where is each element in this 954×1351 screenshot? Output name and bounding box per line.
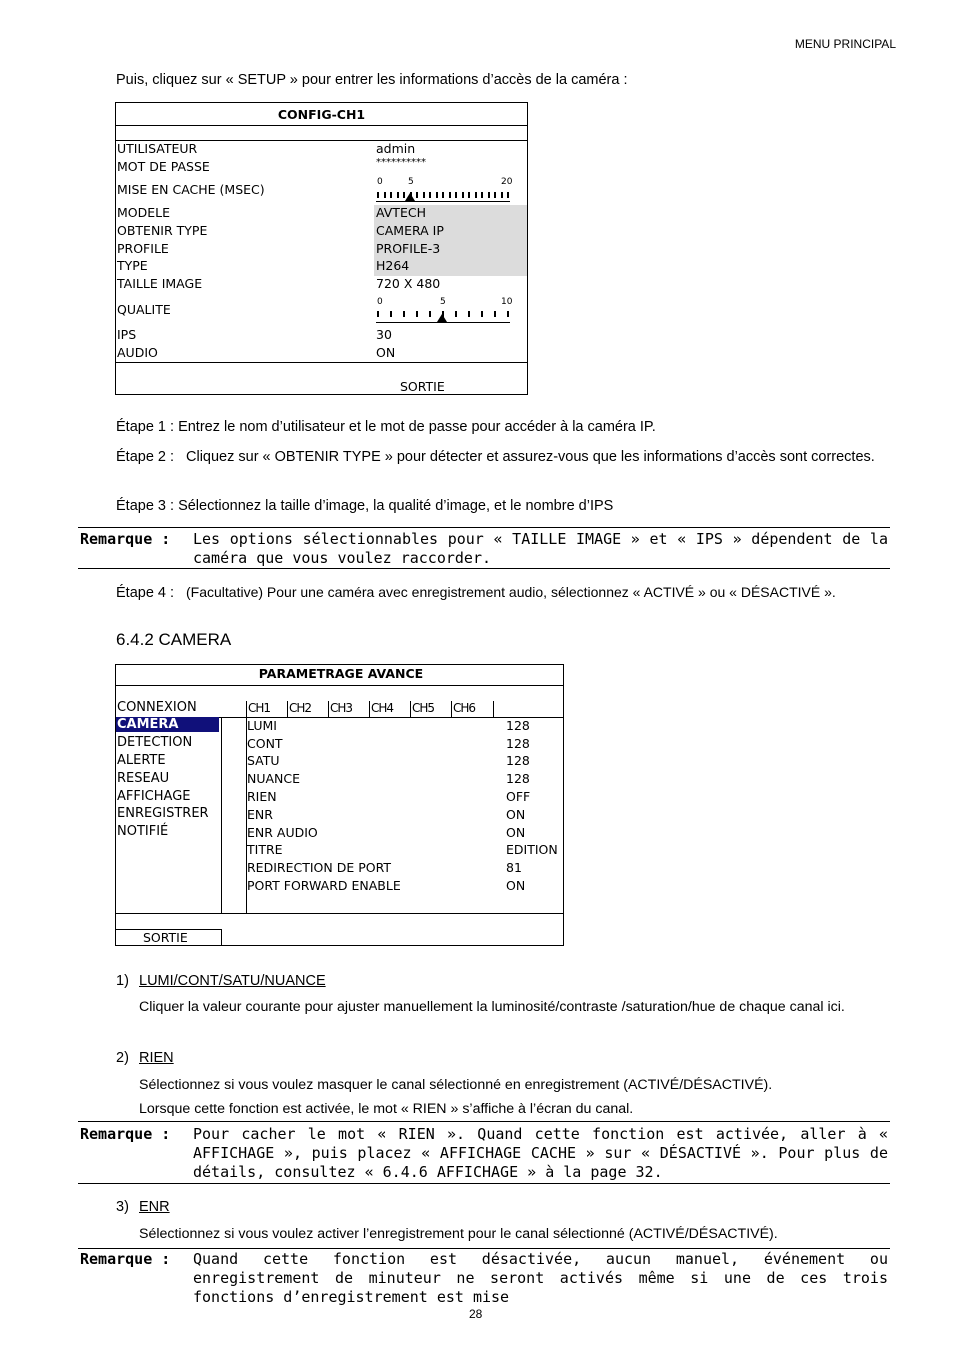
menu-reseau[interactable]: RESEAU [117, 771, 170, 786]
quality-slider-marker[interactable] [437, 314, 447, 322]
config-panel [115, 102, 528, 395]
note-box-2 [78, 1121, 890, 1184]
setting-value-satu[interactable]: 128 [506, 753, 530, 768]
setting-label-titre: TITRE [247, 842, 283, 857]
quality-slider-max: 10 [501, 297, 513, 307]
field-value-taille-image[interactable]: 720 X 480 [376, 276, 441, 291]
setting-value-port-forward[interactable]: ON [506, 878, 526, 893]
item-1-number: 1) [116, 973, 129, 989]
field-value-mot-de-passe[interactable]: ********** [376, 157, 426, 168]
note-box-3 [78, 1248, 890, 1306]
field-label-utilisateur: UTILISATEUR [117, 141, 198, 156]
setting-value-redirection-port[interactable]: 81 [506, 860, 522, 875]
slider-tick [507, 192, 509, 198]
slider-tick [442, 192, 444, 198]
setting-label-port-forward: PORT FORWARD ENABLE [247, 878, 401, 893]
setting-value-enr[interactable]: ON [506, 807, 526, 822]
cache-slider-mid: 5 [408, 177, 414, 187]
tab-ch5[interactable]: CH5 [410, 701, 452, 718]
field-label-cache: MISE EN CACHE (MSEC) [117, 182, 265, 197]
slider-tick [455, 192, 457, 198]
item-1-title: LUMI/CONT/SATU/NUANCE [139, 973, 326, 989]
slider-tick [494, 192, 496, 198]
tab-ch3[interactable]: CH3 [328, 701, 370, 718]
tab-ch2[interactable]: CH2 [287, 701, 329, 718]
slider-tick [481, 311, 483, 317]
cache-slider-min: 0 [377, 177, 383, 187]
note-2-text: Pour cacher le mot « RIEN ». Quand cette fonction est activée, aller à « AFFICHAGE », puis placez « AFFICHAGE CACHE » sur « DÉSACTIVÉ ». Pour plus de détails, consultez « 6.4.6 AFFICHAGE » à la page 32. [193, 1125, 888, 1181]
setting-value-titre[interactable]: EDITION [506, 842, 558, 857]
advanced-exit-button[interactable]: SORTIE [143, 930, 188, 945]
step-2-text: Cliquez sur « OBTENIR TYPE » pour détecter et assurez-vous que les informations d’accès sont correctes. [186, 449, 875, 465]
setting-label-enr: ENR [247, 807, 273, 822]
setting-label-cont: CONT [247, 736, 283, 751]
slider-tick [507, 311, 509, 317]
field-label-mot-de-passe: MOT DE PASSE [117, 159, 210, 174]
field-label-type: TYPE [117, 258, 148, 273]
note-label: Remarque : [80, 530, 171, 548]
field-value-profile: PROFILE-3 [376, 241, 441, 256]
item-2-number: 2) [116, 1050, 129, 1066]
item-2-text-1: Sélectionnez si vous voulez masquer le canal sélectionné en enregistrement (ACTIVÉ/DÉSACTIVÉ). [139, 1077, 773, 1093]
field-value-ips[interactable]: 30 [376, 327, 392, 342]
slider-tick [423, 192, 425, 198]
slider-tick [468, 192, 470, 198]
field-label-modele: MODELE [117, 205, 171, 220]
setting-label-redirection-port: REDIRECTION DE PORT [247, 860, 391, 875]
field-label-obtenir-type: OBTENIR TYPE [117, 223, 208, 238]
slider-tick [436, 192, 438, 198]
field-value-type: H264 [376, 258, 410, 273]
field-label-qualite: QUALITE [117, 302, 171, 317]
cache-slider-marker[interactable] [405, 193, 415, 201]
note-3-text: Quand cette fonction est désactivée, aucun manuel, événement ou enregistrement de minuteur ne seront activés même si une de ces trois fonctions d’enregistrement est mise [193, 1250, 888, 1306]
slider-tick [403, 311, 405, 317]
slider-tick [384, 192, 386, 198]
slider-tick [390, 192, 392, 198]
page-number: 28 [469, 1307, 483, 1321]
field-value-modele: AVTECH [376, 205, 426, 220]
note-box-1 [78, 527, 890, 569]
step-2-label: Étape 2 : [116, 449, 175, 465]
slider-tick [468, 311, 470, 317]
slider-tick [416, 192, 418, 198]
field-label-ips: IPS [117, 327, 137, 342]
slider-tick [455, 311, 457, 317]
setting-value-enr-audio[interactable]: ON [506, 825, 526, 840]
section-title: 6.4.2 CAMERA [116, 630, 232, 649]
slider-tick [416, 311, 418, 317]
advanced-title: PARAMETRAGE AVANCE [258, 666, 424, 681]
tab-ch6[interactable]: CH6 [451, 701, 494, 718]
slider-tick [377, 311, 379, 317]
advanced-panel [115, 664, 564, 946]
channel-tabs [246, 701, 495, 718]
note-label: Remarque : [80, 1125, 171, 1143]
field-value-audio[interactable]: ON [376, 345, 396, 360]
slider-tick [488, 192, 490, 198]
item-3-title: ENR [139, 1199, 170, 1215]
slider-tick [390, 311, 392, 317]
field-label-taille-image: TAILLE IMAGE [117, 276, 203, 291]
slider-tick [475, 192, 477, 198]
slider-tick [377, 192, 379, 198]
config-title: CONFIG-CH1 [277, 107, 366, 122]
setting-label-nuance: NUANCE [247, 771, 301, 786]
item-2-title: RIEN [139, 1050, 174, 1066]
menu-affichage[interactable]: AFFICHAGE [117, 789, 191, 804]
step-4-text: (Facultative) Pour une caméra avec enregistrement audio, sélectionnez « ACTIVÉ » ou « DÉSACTIVÉ ». [186, 584, 836, 600]
setting-value-rien[interactable]: OFF [506, 789, 531, 804]
setting-value-nuance[interactable]: 128 [506, 771, 530, 786]
setting-value-lumi[interactable]: 128 [506, 718, 530, 733]
slider-tick [397, 192, 399, 198]
setting-value-cont[interactable]: 128 [506, 736, 530, 751]
menu-enregistrer[interactable]: ENREGISTRER [117, 806, 209, 821]
menu-alerte[interactable]: ALERTE [117, 753, 166, 768]
quality-slider-mid: 5 [440, 297, 446, 307]
menu-camera[interactable]: CAMERA [116, 717, 219, 732]
field-label-audio: AUDIO [117, 345, 158, 360]
setting-label-satu: SATU [247, 753, 280, 768]
setting-label-rien: RIEN [247, 789, 277, 804]
field-value-utilisateur[interactable]: admin [376, 141, 416, 156]
slider-tick [462, 192, 464, 198]
intro-text: Puis, cliquez sur « SETUP » pour entrer les informations d’accès de la caméra : [116, 72, 628, 88]
quality-slider-min: 0 [377, 297, 383, 307]
note-label: Remarque : [80, 1250, 171, 1268]
obtenir-type-button[interactable]: CAMERA IP [376, 223, 444, 238]
config-exit-button[interactable]: SORTIE [400, 379, 445, 394]
item-3-text: Sélectionnez si vous voulez activer l’enregistrement pour le canal sélectionné (ACTIVÉ/DÉSACTIVÉ). [139, 1226, 778, 1242]
cache-slider[interactable] [376, 177, 511, 205]
slider-tick [429, 311, 431, 317]
page-header: MENU PRINCIPAL [794, 37, 896, 51]
setting-label-enr-audio: ENR AUDIO [247, 825, 318, 840]
note-1-text: Les options sélectionnables pour « TAILLE IMAGE » et « IPS » dépendent de la caméra que vous voulez raccorder. [193, 530, 888, 567]
tab-ch4[interactable]: CH4 [369, 701, 411, 718]
menu-detection[interactable]: DETECTION [117, 735, 193, 750]
slider-tick [429, 192, 431, 198]
item-3-number: 3) [116, 1199, 129, 1215]
item-2-text-2: Lorsque cette fonction est activée, le mot « RIEN » s’affiche à l’écran du canal. [139, 1101, 634, 1117]
step-4-label: Étape 4 : [116, 585, 175, 601]
slider-tick [449, 192, 451, 198]
setting-label-lumi: LUMI [247, 718, 277, 733]
slider-tick [494, 311, 496, 317]
tab-ch1[interactable]: CH1 [246, 701, 288, 718]
item-1-text: Cliquer la valeur courante pour ajuster manuellement la luminosité/contraste /saturation/hue de chaque canal ici. [139, 999, 845, 1015]
slider-tick [481, 192, 483, 198]
quality-slider[interactable] [376, 297, 511, 325]
field-label-profile: PROFILE [117, 241, 169, 256]
step-1: Étape 1 : Entrez le nom d’utilisateur et le mot de passe pour accéder à la caméra IP. [116, 419, 656, 435]
cache-slider-max: 20 [501, 177, 513, 187]
menu-connexion[interactable]: CONNEXION [117, 700, 197, 715]
menu-notifie[interactable]: NOTIFIÉ [117, 824, 169, 839]
slider-tick [501, 192, 503, 198]
step-3: Étape 3 : Sélectionnez la taille d’image, la qualité d’image, et le nombre d’IPS [116, 498, 614, 514]
